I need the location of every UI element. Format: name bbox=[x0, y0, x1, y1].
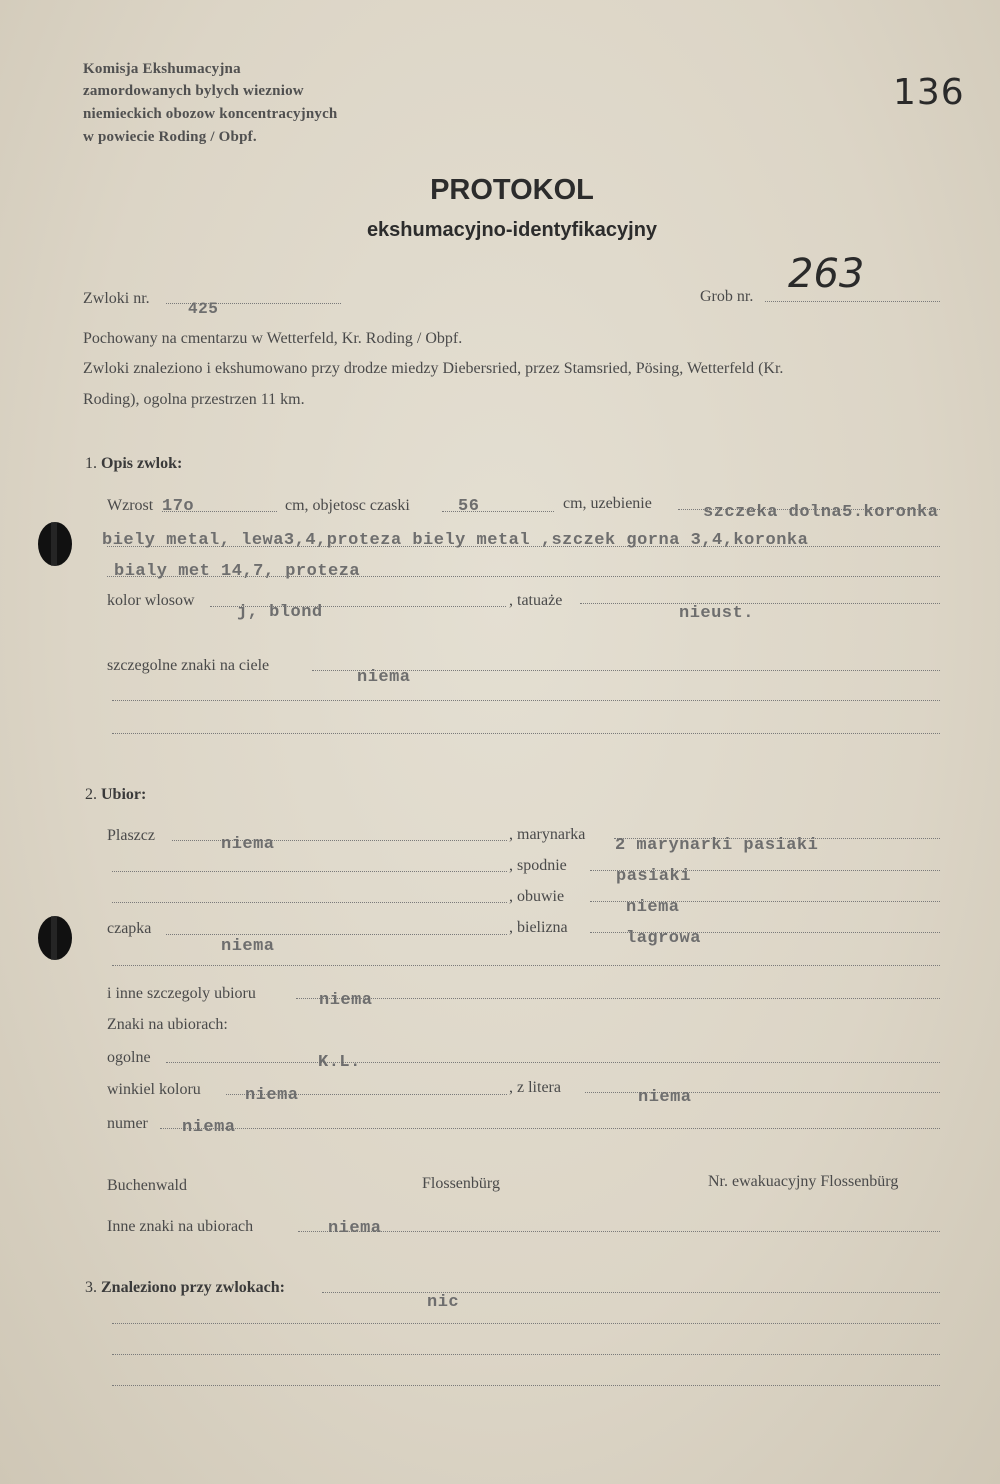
inne-znaki-label: Inne znaki na ubiorach bbox=[107, 1218, 254, 1235]
kolor-wlosow-label: kolor wlosow bbox=[107, 592, 195, 609]
ogolne-value: K.L. bbox=[318, 1053, 361, 1072]
pochowany-text: Pochowany na cmentarzu w Wetterfeld, Kr. Roding / Obpf. bbox=[83, 330, 463, 347]
page-subtitle: ekshumacyjno-identyfikacyjny bbox=[366, 219, 658, 241]
uzebienie-label: cm, uzebienie bbox=[563, 495, 652, 512]
wzrost-value: 17o bbox=[162, 497, 195, 516]
znaleziono-value: nic bbox=[427, 1293, 460, 1312]
szczegolne-znaki-value: niema bbox=[357, 668, 411, 687]
section-1-heading bbox=[85, 455, 182, 473]
spodnie-label: , spodnie bbox=[509, 857, 567, 874]
buchenwald-label: Buchenwald bbox=[107, 1177, 187, 1194]
header-line-4: w powiecie Roding / Obpf. bbox=[83, 129, 257, 145]
spodnie-value: pasiaki bbox=[616, 867, 691, 886]
header-line-2: zamordowanych bylych wiezniow bbox=[83, 83, 304, 99]
kolor-wlosow-value: j, blond bbox=[237, 603, 323, 622]
inne-znaki-value: niema bbox=[328, 1219, 382, 1238]
czapka-value: niema bbox=[221, 937, 275, 956]
tatuaze-label: , tatuaże bbox=[509, 592, 563, 609]
page-number: 136 bbox=[893, 72, 965, 113]
section-3-title: Znaleziono przy zwlokach: bbox=[101, 1279, 285, 1296]
wzrost-label: Wzrost bbox=[107, 497, 154, 514]
winkiel-value: niema bbox=[245, 1086, 299, 1105]
znaleziono-text-2: Roding), ogolna przestrzen 11 km. bbox=[83, 391, 305, 408]
uzebienie-line-1: szczeka dolna5.koronka bbox=[703, 503, 939, 522]
punch-hole-top bbox=[38, 522, 72, 566]
punch-hole-bottom bbox=[38, 916, 72, 960]
numer-value: niema bbox=[182, 1118, 236, 1137]
plaszcz-value: niema bbox=[221, 835, 275, 854]
litera-label: , z litera bbox=[509, 1079, 561, 1096]
nr-ewakuacyjny-label: Nr. ewakuacyjny Flossenbürg bbox=[708, 1173, 899, 1190]
section-3-number: 3. bbox=[85, 1279, 97, 1296]
plaszcz-label: Plaszcz bbox=[107, 827, 155, 844]
section-2-title: Ubior: bbox=[101, 786, 147, 803]
header-line-1: Komisja Ekshumacyjna bbox=[83, 61, 241, 77]
grob-value: 263 bbox=[788, 251, 865, 297]
uzebienie-line-2: biely metal, lewa3,4,proteza biely metal ,szczek gorna 3,4,koronka bbox=[102, 531, 809, 550]
section-1-title: Opis zwlok: bbox=[101, 455, 183, 472]
szczegolne-znaki-label: szczegolne znaki na ciele bbox=[107, 657, 270, 674]
inne-szczegoly-label: i inne szczegoly ubioru bbox=[107, 985, 256, 1002]
obuwie-label: , obuwie bbox=[509, 888, 565, 905]
flossenburg-label: Flossenbürg bbox=[422, 1175, 500, 1192]
znaleziono-text-1: Zwloki znaleziono i ekshumowano przy drodze miedzy Diebersried, przez Stamsried, Pösing, Wetterfeld (Kr. bbox=[83, 360, 784, 377]
section-1-number: 1. bbox=[85, 455, 97, 472]
section-2-number: 2. bbox=[85, 786, 97, 803]
ogolne-label: ogolne bbox=[107, 1049, 151, 1066]
litera-value: niema bbox=[638, 1088, 692, 1107]
objetosc-label: cm, objetosc czaski bbox=[285, 497, 410, 514]
section-3-heading bbox=[85, 1279, 285, 1297]
winkiel-label: winkiel koloru bbox=[107, 1081, 201, 1098]
czapka-label: czapka bbox=[107, 920, 152, 937]
header-line-3: niemieckich obozow koncentracyjnych bbox=[83, 106, 338, 122]
bielizna-value: lagrowa bbox=[626, 929, 701, 948]
zwloki-label: Zwloki nr. bbox=[83, 290, 150, 307]
znaki-na-ubiorach-label: Znaki na ubiorach: bbox=[107, 1016, 228, 1033]
inne-szczegoly-value: niema bbox=[319, 991, 373, 1010]
grob-label: Grob nr. bbox=[700, 288, 754, 305]
uzebienie-line-3: bialy met 14,7, proteza bbox=[114, 562, 361, 581]
marynarka-label: , marynarka bbox=[509, 826, 586, 843]
bielizna-label: , bielizna bbox=[509, 919, 568, 936]
czaski-value: 56 bbox=[458, 497, 480, 516]
obuwie-value: niema bbox=[626, 898, 680, 917]
page-title: PROTOKOL bbox=[430, 174, 594, 206]
marynarka-value: 2 marynarki pasiaki bbox=[615, 836, 819, 855]
zwloki-value: 425 bbox=[188, 300, 219, 318]
tatuaze-value: nieust. bbox=[679, 604, 754, 623]
section-2-heading bbox=[85, 786, 146, 804]
numer-label: numer bbox=[107, 1115, 148, 1132]
